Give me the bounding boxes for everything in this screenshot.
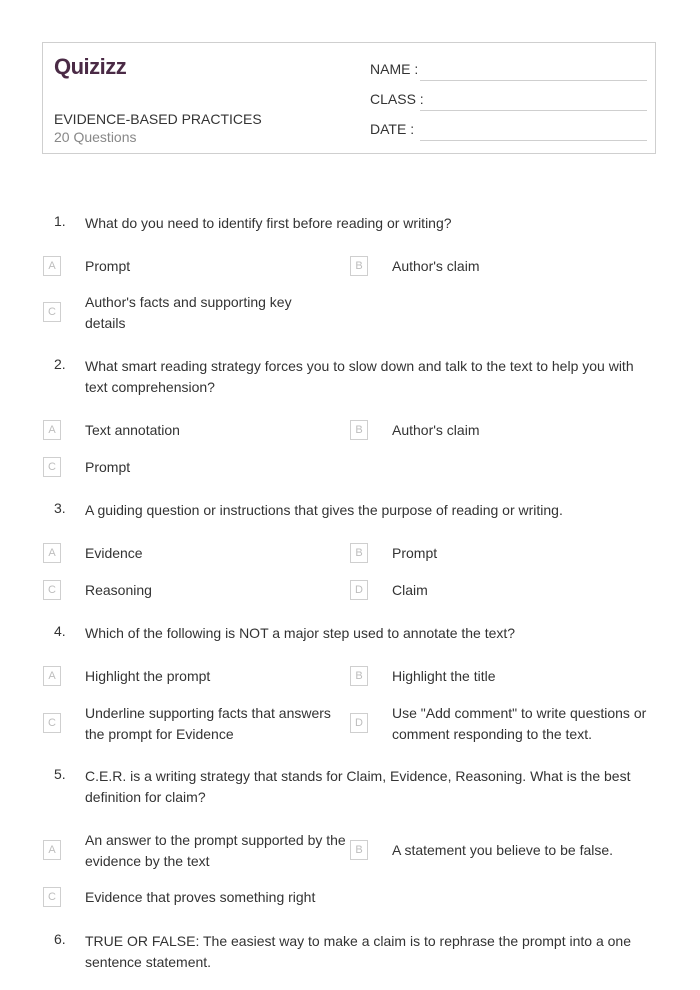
- option-letter-box: C: [43, 887, 61, 907]
- worksheet-title: EVIDENCE-BASED PRACTICES: [54, 111, 262, 127]
- option-b[interactable]: [350, 543, 650, 583]
- option-text: Reasoning: [85, 582, 152, 598]
- option-letter-box: A: [43, 256, 61, 276]
- question-number: 5.: [54, 766, 66, 782]
- option-letter-box: A: [43, 420, 61, 440]
- option-letter-box: D: [350, 580, 368, 600]
- name-line: [420, 80, 647, 81]
- option-letter-box: C: [43, 713, 61, 733]
- date-line: [420, 140, 647, 141]
- option-text: Prompt: [392, 545, 438, 561]
- option-a[interactable]: [43, 666, 323, 706]
- question-text: What do you need to identify first before reading or writing?: [85, 215, 452, 231]
- date-field[interactable]: [370, 119, 647, 141]
- question-count: 20 Questions: [54, 129, 137, 145]
- option-c[interactable]: [43, 457, 323, 497]
- question-text: What smart reading strategy forces you to slow down and talk to the text to help you with text comprehension?: [85, 358, 634, 395]
- option-a[interactable]: [43, 543, 323, 583]
- question-text: TRUE OR FALSE: The easiest way to make a claim is to rephrase the prompt into a one sentence statement.: [85, 933, 631, 970]
- option-c[interactable]: [43, 887, 343, 927]
- option-letter-box: A: [43, 666, 61, 686]
- option-d[interactable]: [350, 703, 650, 743]
- worksheet-header: [42, 42, 656, 154]
- option-text: Prompt: [85, 459, 131, 475]
- option-a[interactable]: [43, 256, 323, 296]
- option-a[interactable]: [43, 830, 353, 870]
- name-label: NAME :: [370, 61, 419, 77]
- option-c[interactable]: [43, 580, 323, 620]
- option-text: Claim: [392, 582, 428, 598]
- option-text: Prompt: [85, 258, 131, 274]
- option-letter-box: A: [43, 840, 61, 860]
- option-b[interactable]: [350, 666, 650, 706]
- option-text: Author's claim: [392, 422, 480, 438]
- option-letter-box: D: [350, 713, 368, 733]
- class-line: [420, 110, 647, 111]
- option-letter-box: A: [43, 543, 61, 563]
- option-letter-box: B: [350, 256, 368, 276]
- option-letter-box: C: [43, 457, 61, 477]
- option-text: A statement you believe to be false.: [392, 842, 614, 858]
- question-number: 3.: [54, 500, 66, 516]
- quizizz-logo: Quizizz: [54, 54, 127, 79]
- class-label: CLASS :: [370, 91, 424, 107]
- question-text: A guiding question or instructions that gives the purpose of reading or writing.: [85, 502, 563, 518]
- question-number: 6.: [54, 931, 66, 947]
- option-letter-box: C: [43, 302, 61, 322]
- option-b[interactable]: [350, 420, 650, 460]
- option-letter-box: B: [350, 420, 368, 440]
- option-text: Author's facts and supporting key details: [85, 294, 292, 331]
- date-label: DATE :: [370, 121, 415, 137]
- option-text: Evidence that proves something right: [85, 889, 316, 905]
- name-field[interactable]: [370, 59, 647, 81]
- option-text: Underline supporting facts that answers the prompt for Evidence: [85, 705, 331, 742]
- option-letter-box: C: [43, 580, 61, 600]
- option-c[interactable]: [43, 703, 353, 743]
- question-text: C.E.R. is a writing strategy that stands for Claim, Evidence, Reasoning. What is the best definition for claim?: [85, 768, 631, 805]
- option-text: Evidence: [85, 545, 143, 561]
- option-a[interactable]: [43, 420, 323, 460]
- question-number: 1.: [54, 213, 66, 229]
- option-text: Use "Add comment" to write questions or comment responding to the text.: [392, 705, 647, 742]
- option-text: Highlight the title: [392, 668, 496, 684]
- option-letter-box: B: [350, 543, 368, 563]
- question-number: 4.: [54, 623, 66, 639]
- option-letter-box: B: [350, 840, 368, 860]
- option-text: Text annotation: [85, 422, 180, 438]
- option-text: An answer to the prompt supported by the evidence by the text: [85, 832, 346, 869]
- option-text: Author's claim: [392, 258, 480, 274]
- option-letter-box: B: [350, 666, 368, 686]
- option-b[interactable]: [350, 256, 650, 296]
- option-text: Highlight the prompt: [85, 668, 211, 684]
- option-b[interactable]: [350, 840, 650, 880]
- question-text: Which of the following is NOT a major step used to annotate the text?: [85, 625, 516, 641]
- question-number: 2.: [54, 356, 66, 372]
- option-c[interactable]: [43, 292, 343, 332]
- option-d[interactable]: [350, 580, 650, 620]
- class-field[interactable]: [370, 89, 647, 111]
